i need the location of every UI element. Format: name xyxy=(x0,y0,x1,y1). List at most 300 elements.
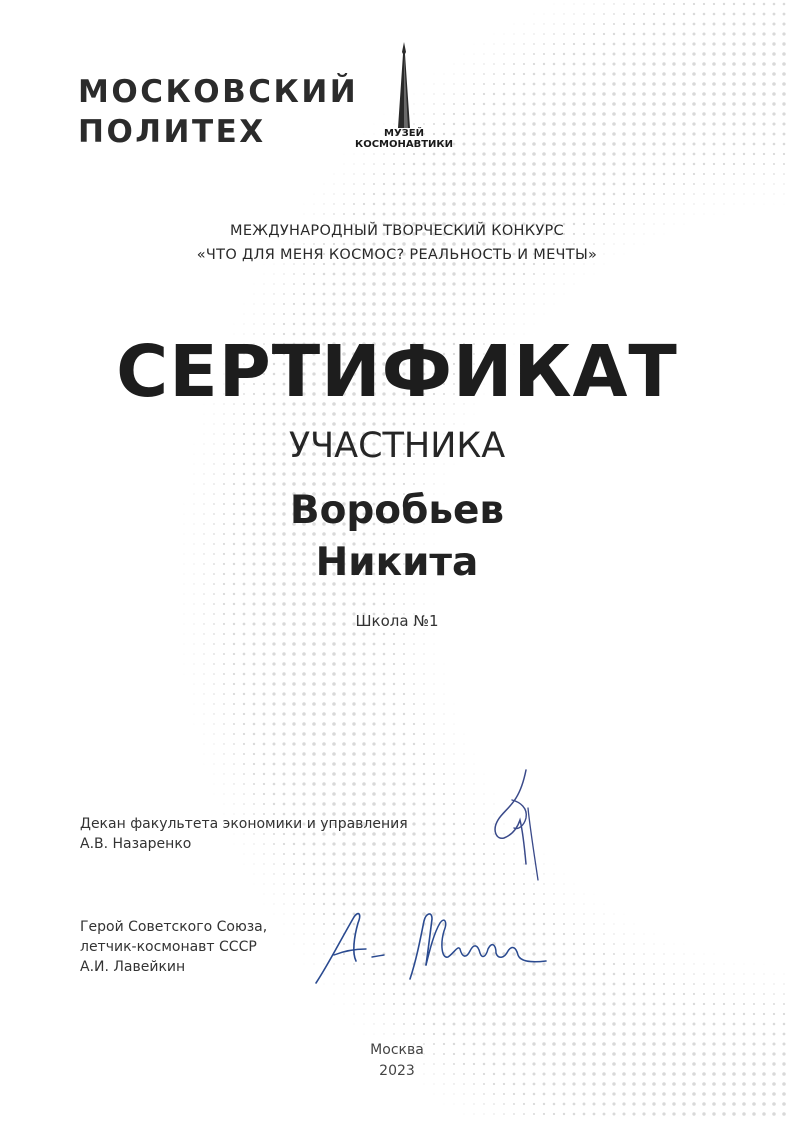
background-dot xyxy=(723,993,725,995)
background-dot xyxy=(702,1102,706,1106)
background-dot xyxy=(612,72,615,75)
background-dot xyxy=(663,33,666,36)
background-dot xyxy=(733,23,736,26)
background-dot xyxy=(432,992,435,995)
background-dot xyxy=(763,3,766,6)
background-dot xyxy=(282,712,285,715)
background-dot xyxy=(313,293,316,296)
background-dot xyxy=(652,152,655,155)
background-dot xyxy=(322,792,325,795)
background-dot xyxy=(412,322,415,325)
background-dot xyxy=(613,3,614,4)
background-dot xyxy=(764,964,765,965)
background-dot xyxy=(622,162,625,165)
background-dot xyxy=(412,812,415,815)
background-dot xyxy=(502,192,506,196)
cosmonaut-signature xyxy=(310,905,555,990)
background-dot xyxy=(562,1012,566,1016)
background-dot xyxy=(302,722,306,726)
background-dot xyxy=(502,1032,505,1035)
background-dot xyxy=(673,983,675,985)
background-dot xyxy=(622,1082,625,1085)
background-dot xyxy=(773,173,775,175)
background-dot xyxy=(434,664,435,665)
background-dot xyxy=(363,183,365,185)
background-dot xyxy=(562,112,565,115)
background-dot xyxy=(612,1082,615,1085)
background-dot xyxy=(223,743,224,744)
background-dot xyxy=(553,283,554,284)
background-dot xyxy=(732,92,736,96)
background-dot xyxy=(423,813,426,816)
background-dot xyxy=(483,1093,485,1095)
background-dot xyxy=(472,992,475,995)
background-dot xyxy=(622,62,625,65)
background-dot xyxy=(293,913,294,914)
background-dot xyxy=(382,282,386,286)
background-dot xyxy=(213,703,214,704)
background-dot xyxy=(563,1103,566,1106)
background-dot xyxy=(263,733,266,736)
background-dot xyxy=(282,752,285,755)
background-dot xyxy=(422,192,425,195)
background-dot xyxy=(332,752,336,756)
background-dot xyxy=(434,644,435,645)
background-dot xyxy=(713,153,716,156)
background-dot xyxy=(604,914,605,915)
background-dot xyxy=(543,43,545,45)
background-dot xyxy=(713,993,715,995)
background-dot xyxy=(382,272,385,275)
background-dot xyxy=(782,52,786,56)
logo-line-1: МОСКОВСКИЙ xyxy=(78,74,359,110)
issue-city: Москва xyxy=(370,1042,424,1058)
background-dot xyxy=(562,152,566,156)
background-dot xyxy=(632,1112,635,1115)
background-dot xyxy=(602,992,605,995)
background-dot xyxy=(463,1083,465,1085)
background-dot xyxy=(562,1022,566,1026)
background-dot xyxy=(292,752,295,755)
background-dot xyxy=(372,742,375,745)
background-dot xyxy=(383,683,386,686)
background-dot xyxy=(583,213,586,216)
background-dot xyxy=(682,82,686,86)
background-dot xyxy=(513,273,515,275)
background-dot xyxy=(423,1023,425,1025)
background-dot xyxy=(362,882,365,885)
background-dot xyxy=(713,3,715,5)
background-dot xyxy=(303,943,304,944)
background-dot xyxy=(273,753,276,756)
background-dot xyxy=(583,963,586,966)
background-dot xyxy=(742,92,746,96)
background-dot xyxy=(623,23,625,25)
background-dot xyxy=(512,112,515,115)
background-dot xyxy=(413,743,415,745)
background-dot xyxy=(382,302,386,306)
background-dot xyxy=(603,213,605,215)
background-dot xyxy=(442,162,445,165)
background-dot xyxy=(233,693,235,695)
background-dot xyxy=(672,82,676,86)
background-dot xyxy=(334,184,335,185)
background-dot xyxy=(602,1032,606,1036)
background-dot xyxy=(393,153,395,155)
background-dot xyxy=(563,33,565,35)
background-dot xyxy=(612,62,615,65)
background-dot xyxy=(612,1032,616,1036)
background-dot xyxy=(572,992,575,995)
background-dot xyxy=(582,172,585,175)
background-dot xyxy=(413,663,415,665)
background-dot xyxy=(663,983,665,985)
background-dot xyxy=(553,273,555,275)
background-dot xyxy=(262,602,265,605)
background-dot xyxy=(673,1013,676,1016)
background-dot xyxy=(643,13,645,15)
background-dot xyxy=(563,1113,565,1115)
background-dot xyxy=(553,213,556,216)
background-dot xyxy=(383,713,386,716)
background-dot xyxy=(663,963,665,965)
background-dot xyxy=(763,1023,766,1026)
background-dot xyxy=(463,103,465,105)
background-dot xyxy=(572,182,575,185)
background-dot xyxy=(562,192,565,195)
background-dot xyxy=(454,1104,455,1105)
background-dot xyxy=(243,793,245,795)
background-dot xyxy=(752,42,755,45)
background-dot xyxy=(713,173,715,175)
background-dot xyxy=(342,772,346,776)
background-dot xyxy=(744,204,745,205)
background-dot xyxy=(733,3,735,5)
background-dot xyxy=(343,273,346,276)
background-dot xyxy=(672,1092,676,1096)
background-dot xyxy=(622,1002,625,1005)
background-dot xyxy=(483,313,485,315)
background-dot xyxy=(332,692,336,696)
background-dot xyxy=(413,733,415,735)
background-dot xyxy=(572,162,575,165)
background-dot xyxy=(533,1083,536,1086)
background-dot xyxy=(462,162,465,165)
background-dot xyxy=(622,92,626,96)
background-dot xyxy=(783,1023,786,1026)
background-dot xyxy=(453,1023,456,1026)
background-dot xyxy=(583,193,586,196)
background-dot xyxy=(633,203,635,205)
background-dot xyxy=(313,303,316,306)
background-dot xyxy=(652,52,655,55)
background-dot xyxy=(264,274,265,275)
background-dot xyxy=(423,1033,425,1035)
background-dot xyxy=(492,162,496,166)
background-dot xyxy=(462,1012,465,1015)
background-dot xyxy=(363,603,366,606)
background-dot xyxy=(643,3,645,5)
background-dot xyxy=(593,963,596,966)
background-dot xyxy=(453,313,456,316)
background-dot xyxy=(642,1032,645,1035)
background-dot xyxy=(642,102,646,106)
background-dot xyxy=(742,82,746,86)
background-dot xyxy=(642,1112,645,1115)
background-dot xyxy=(682,132,685,135)
background-dot xyxy=(494,34,495,35)
background-dot xyxy=(463,813,465,815)
background-dot xyxy=(642,1082,646,1086)
background-dot xyxy=(762,42,765,45)
background-dot xyxy=(523,73,525,75)
background-dot xyxy=(602,122,606,126)
background-dot xyxy=(292,702,295,705)
background-dot xyxy=(423,1003,426,1006)
monument-icon xyxy=(384,40,424,128)
background-dot xyxy=(283,803,286,806)
background-dot xyxy=(573,73,576,76)
background-dot xyxy=(452,162,455,165)
background-dot xyxy=(453,153,456,156)
background-dot xyxy=(313,313,316,316)
background-dot xyxy=(522,202,525,205)
background-dot xyxy=(352,682,355,685)
background-dot xyxy=(393,673,395,675)
background-dot xyxy=(554,294,555,295)
background-dot xyxy=(662,52,665,55)
background-dot xyxy=(373,643,376,646)
background-dot xyxy=(742,32,745,35)
background-dot xyxy=(393,693,396,696)
background-dot xyxy=(513,1093,515,1095)
background-dot xyxy=(682,1082,686,1086)
background-dot xyxy=(293,303,295,305)
background-dot xyxy=(323,303,326,306)
background-dot xyxy=(373,473,376,476)
background-dot xyxy=(722,1092,726,1096)
background-dot xyxy=(443,723,444,724)
background-dot xyxy=(712,1112,715,1115)
background-dot xyxy=(353,203,355,205)
background-dot xyxy=(434,594,435,595)
background-dot xyxy=(632,1022,635,1025)
background-dot xyxy=(542,212,545,215)
background-dot xyxy=(463,873,466,876)
background-dot xyxy=(333,293,336,296)
background-dot xyxy=(423,1013,426,1016)
background-dot xyxy=(512,1032,515,1035)
background-dot xyxy=(273,323,275,325)
background-dot xyxy=(204,734,205,735)
background-dot xyxy=(513,1083,516,1086)
background-dot xyxy=(583,923,585,925)
background-dot xyxy=(473,83,475,85)
background-dot xyxy=(483,1083,485,1085)
background-dot xyxy=(283,913,284,914)
background-dot xyxy=(372,802,376,806)
background-dot xyxy=(373,163,375,165)
background-dot xyxy=(312,662,316,666)
background-dot xyxy=(342,312,345,315)
background-dot xyxy=(553,43,555,45)
background-dot xyxy=(693,173,695,175)
background-dot xyxy=(312,752,316,756)
background-dot xyxy=(372,792,376,796)
background-dot xyxy=(264,884,265,885)
background-dot xyxy=(272,472,275,475)
background-dot xyxy=(243,743,245,745)
background-dot xyxy=(412,872,416,876)
background-dot xyxy=(502,1002,506,1006)
background-dot xyxy=(612,1012,615,1015)
background-dot xyxy=(602,102,606,106)
background-dot xyxy=(683,1003,686,1006)
signer-cosmonaut-title-2: летчик-космонавт СССР xyxy=(80,939,257,955)
background-dot xyxy=(342,712,346,716)
background-dot xyxy=(523,43,524,44)
background-dot xyxy=(433,763,435,765)
background-dot xyxy=(283,283,285,285)
background-dot xyxy=(254,294,255,295)
background-dot xyxy=(674,944,675,945)
background-dot xyxy=(363,173,365,175)
recipient-name xyxy=(0,485,794,589)
background-dot xyxy=(552,182,555,185)
background-dot xyxy=(503,273,506,276)
background-dot xyxy=(184,674,185,675)
background-dot xyxy=(452,182,455,185)
background-dot xyxy=(593,213,595,215)
background-dot xyxy=(572,982,575,985)
background-dot xyxy=(542,1022,546,1026)
background-dot xyxy=(533,1103,535,1105)
background-dot xyxy=(733,973,734,974)
background-dot xyxy=(513,293,515,295)
background-dot xyxy=(463,73,464,74)
background-dot xyxy=(424,1084,425,1085)
background-dot xyxy=(412,802,415,805)
background-dot xyxy=(243,593,246,596)
background-dot xyxy=(654,934,655,935)
background-dot xyxy=(742,122,745,125)
background-dot xyxy=(362,722,365,725)
background-dot xyxy=(352,672,355,675)
background-dot xyxy=(472,192,476,196)
background-dot xyxy=(754,964,755,965)
background-dot xyxy=(492,1012,495,1015)
background-dot xyxy=(593,193,596,196)
background-dot xyxy=(703,183,705,185)
background-dot xyxy=(423,763,425,765)
background-dot xyxy=(422,272,426,276)
background-dot xyxy=(363,193,365,195)
background-dot xyxy=(492,1022,495,1025)
background-dot xyxy=(332,602,335,605)
background-dot xyxy=(422,212,425,215)
background-dot xyxy=(194,684,195,685)
background-dot xyxy=(332,792,336,796)
background-dot xyxy=(214,784,215,785)
background-dot xyxy=(223,783,224,784)
background-dot xyxy=(733,1003,735,1005)
background-dot xyxy=(643,943,644,944)
background-dot xyxy=(503,83,505,85)
background-dot xyxy=(642,1022,645,1025)
background-dot xyxy=(413,473,415,475)
background-dot xyxy=(554,4,555,5)
background-dot xyxy=(362,292,365,295)
background-dot xyxy=(642,112,646,116)
background-dot xyxy=(784,204,785,205)
background-dot xyxy=(363,213,365,215)
background-dot xyxy=(562,1002,566,1006)
background-dot xyxy=(532,152,536,156)
background-dot xyxy=(573,13,574,14)
background-dot xyxy=(532,992,536,996)
background-dot xyxy=(332,762,336,766)
background-dot xyxy=(542,1002,546,1006)
background-dot xyxy=(603,923,604,924)
background-dot xyxy=(233,803,234,804)
background-dot xyxy=(383,193,386,196)
background-dot xyxy=(223,593,225,595)
background-dot xyxy=(353,163,354,164)
background-dot xyxy=(432,272,436,276)
background-dot xyxy=(563,1093,566,1096)
background-dot xyxy=(533,93,536,96)
background-dot xyxy=(403,1003,405,1005)
background-dot xyxy=(592,142,596,146)
background-dot xyxy=(682,1032,685,1035)
background-dot xyxy=(572,1012,576,1016)
background-dot xyxy=(682,1112,685,1115)
background-dot xyxy=(443,813,446,816)
background-dot xyxy=(742,52,745,55)
background-dot xyxy=(533,83,536,86)
background-dot xyxy=(743,3,745,5)
background-dot xyxy=(233,713,235,715)
background-dot xyxy=(463,783,464,784)
background-dot xyxy=(753,143,756,146)
background-dot xyxy=(352,292,355,295)
background-dot xyxy=(423,993,426,996)
background-dot xyxy=(342,632,345,635)
background-dot xyxy=(293,323,295,325)
background-dot xyxy=(403,763,406,766)
background-dot xyxy=(622,132,626,136)
background-dot xyxy=(523,63,525,65)
background-dot xyxy=(562,1082,565,1085)
background-dot xyxy=(193,603,194,604)
background-dot xyxy=(612,1102,615,1105)
background-dot xyxy=(622,72,625,75)
background-dot xyxy=(243,763,245,765)
background-dot xyxy=(632,72,635,75)
background-dot xyxy=(333,213,335,215)
background-dot xyxy=(403,663,405,665)
background-dot xyxy=(273,733,276,736)
background-dot xyxy=(523,293,525,295)
background-dot xyxy=(503,113,506,116)
background-dot xyxy=(523,313,524,314)
background-dot xyxy=(663,973,665,975)
background-dot xyxy=(432,862,435,865)
background-dot xyxy=(603,983,606,986)
background-dot xyxy=(292,692,295,695)
background-dot xyxy=(632,142,635,145)
background-dot xyxy=(502,992,506,996)
